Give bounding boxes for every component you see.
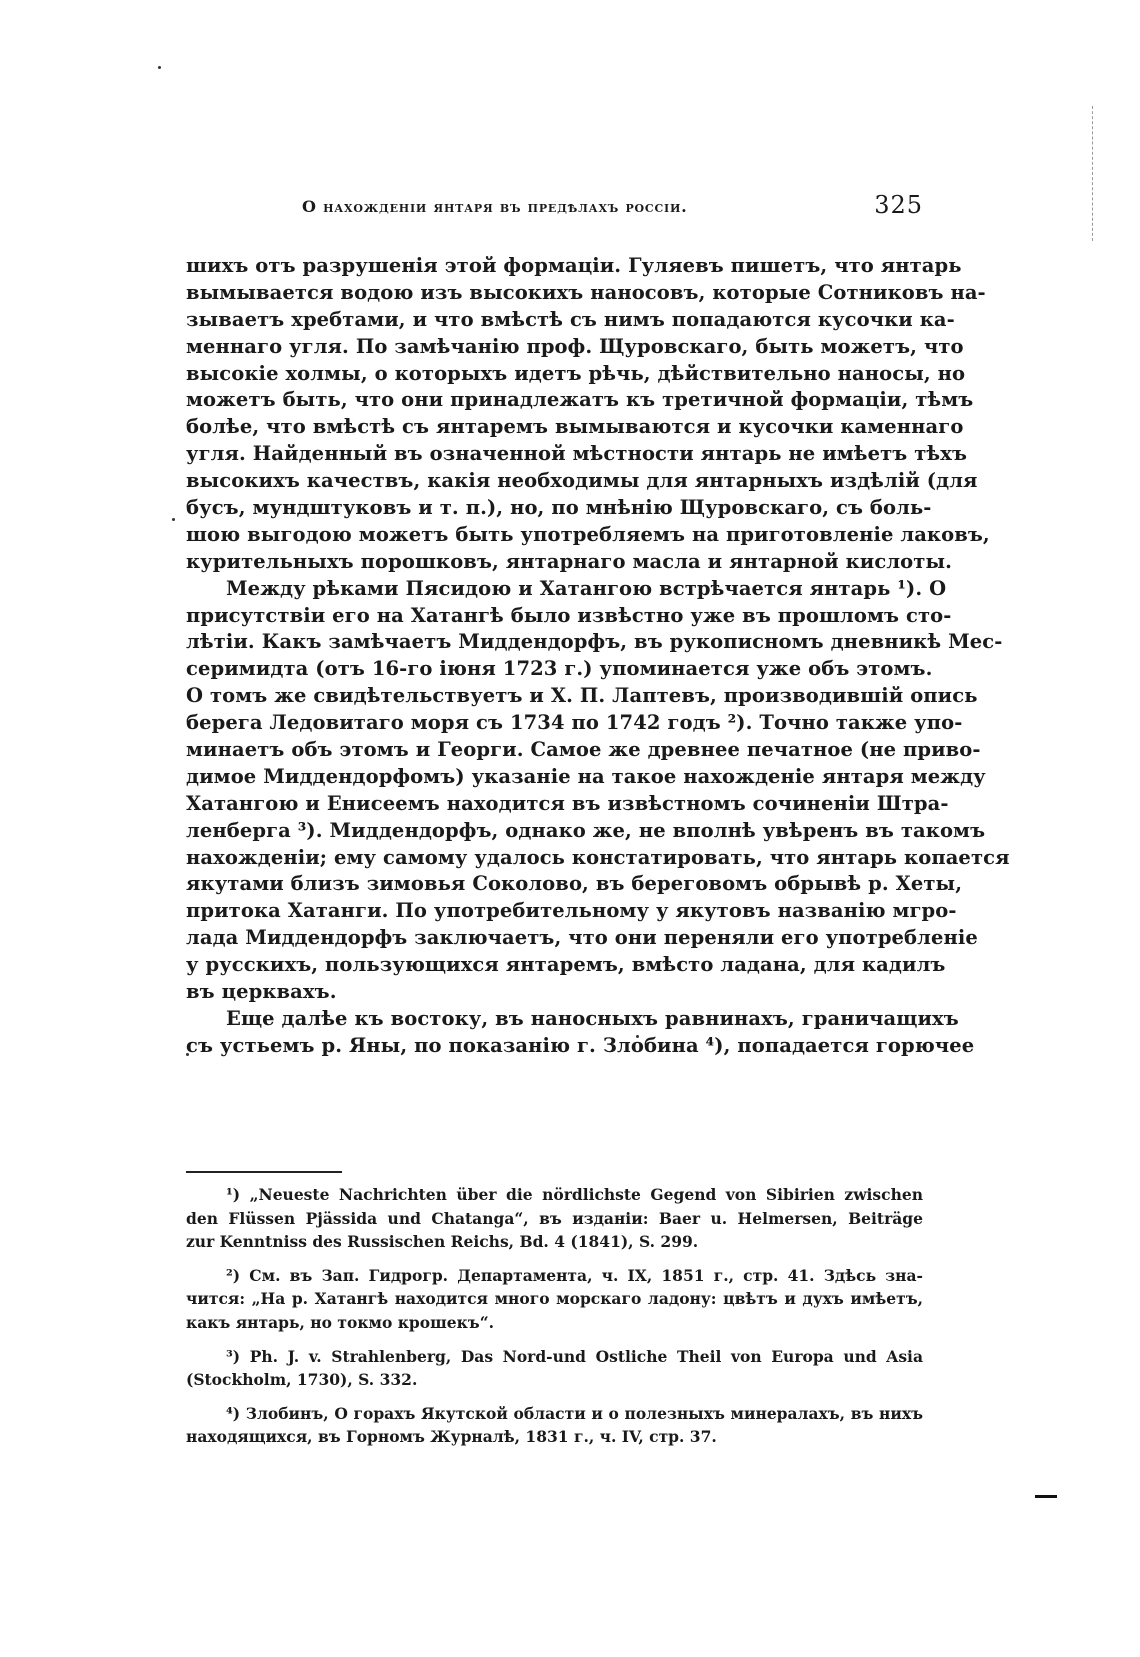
page-number: 325	[874, 191, 923, 219]
text-line: лада Миддендорфъ заключаетъ, что они переняли его употребленіе	[186, 926, 978, 950]
text-line: О томъ же свидѣтельствуетъ и Х. П. Лаптевъ, производившій опись	[186, 684, 978, 708]
page-header	[186, 191, 923, 225]
footnote-line: какъ янтарь, но токмо крошекъ“.	[186, 1312, 495, 1332]
text-line: берега Ледовитаго моря съ 1734 по 1742 годъ ²). Точно также упо-	[186, 711, 963, 735]
scan-speck	[172, 518, 175, 521]
text-line: Между рѣками Пясидою и Хатангою встрѣчается янтарь ¹). О	[226, 576, 947, 600]
text-line: Еще далѣе къ востоку, въ наносныхъ равнинахъ, граничащихъ	[226, 1006, 959, 1030]
text-line: серимидта (отъ 16-го іюня 1723 г.) упоминается уже объ этомъ.	[186, 657, 933, 681]
text-line: угля. Найденный въ означенной мѣстности янтарь не имѣетъ тѣхъ	[186, 442, 968, 466]
footnote-line: (Stockholm, 1730), S. 332.	[186, 1370, 418, 1390]
text-line: нахожденіи; ему самому удалось констатировать, что янтарь копается	[186, 845, 1010, 869]
text-line: болѣе, что вмѣстѣ съ янтаремъ вымываются и кусочки каменнаго	[186, 415, 964, 439]
footnote-line: den Flüssen Pjässida und Chatanga“, въ изданіи: Baer u. Helmersen, Beiträge	[186, 1208, 923, 1228]
text-line: зываетъ хребтами, и что вмѣстѣ съ нимъ попадаются кусочки ка-	[186, 307, 955, 331]
scan-edge-mark	[1092, 106, 1094, 241]
text-line: высокіе холмы, о которыхъ идетъ рѣчь, дѣйствительно наносы, но	[186, 361, 966, 385]
text-line: присутствіи его на Хатангѣ было извѣстно уже въ прошломъ сто-	[186, 603, 952, 627]
text-line: притока Хатанги. По употребительному у якутовъ названію мгро-	[186, 899, 957, 923]
text-line: можетъ быть, что они принадлежатъ къ третичной формаціи, тѣмъ	[186, 388, 974, 412]
footnote-rule	[186, 1171, 342, 1173]
footnote-line: zur Kenntniss des Russischen Reichs, Bd. 4 (1841), S. 299.	[186, 1232, 699, 1252]
text-line: якутами близъ зимовья Соколово, въ береговомъ обрывѣ р. Хеты,	[186, 872, 963, 896]
text-line: вымывается водою изъ высокихъ наносовъ, которые Сотниковъ на-	[186, 280, 986, 304]
text-line: минаетъ объ этомъ и Георги. Самое же древнее печатное (не приво-	[186, 738, 981, 762]
scan-speck	[158, 66, 161, 69]
text-line: Хатангою и Енисеемъ находится въ извѣстномъ сочиненіи Штра-	[186, 791, 949, 815]
footnote-line: ¹) „Neueste Nachrichten über die nördlichste Gegend von Sibirien zwischen	[226, 1185, 923, 1204]
footnote-line: ³) Ph. J. v. Strahlenberg, Das Nord-und Ostliche Theil von Europa und Asia	[226, 1346, 923, 1366]
scan-dash-mark	[1035, 1495, 1057, 1498]
text-line: шихъ отъ разрушенія этой формаціи. Гуляевъ пишетъ, что янтарь	[186, 254, 962, 277]
footnote-line: чится: „На р. Хатангѣ находится много морскаго ладону: цвѣтъ и духъ имѣетъ,	[186, 1289, 923, 1309]
text-line: высокихъ качествъ, какія необходимы для янтарныхъ издѣлій (для	[186, 469, 978, 493]
running-head: О нахожденіи янтаря въ предѣлахъ россіи.	[302, 197, 688, 216]
text-line: курительныхъ порошковъ, янтарнаго масла и янтарной кислоты.	[186, 549, 952, 573]
footnotes	[186, 1183, 923, 1449]
text-line: лѣтіи. Какъ замѣчаетъ Миддендорфъ, въ рукописномъ дневникѣ Мес-	[186, 630, 1003, 654]
text-line: ленберга ³). Миддендорфъ, однако же, не вполнѣ увѣренъ въ такомъ	[186, 818, 986, 842]
text-line: димое Миддендорфомъ) указаніе на такое нахожденіе янтаря между	[186, 764, 986, 788]
footnote-line: ²) См. въ Зап. Гидрогр. Департамента, ч. IX, 1851 г., стр. 41. Здѣсь зна-	[226, 1265, 923, 1285]
text-line: шою выгодою можетъ быть употребляемъ на приготовленіе лаковъ,	[186, 522, 990, 546]
text-line: въ церквахъ.	[186, 980, 337, 1004]
footnote-line: находящихся, въ Горномъ Журналѣ, 1831 г., ч. IV, стр. 37.	[186, 1427, 717, 1447]
text-line: меннаго угля. По замѣчанію проф. Щуровскаго, быть можетъ, что	[186, 334, 964, 358]
text-line: бусъ, мундштуковъ и т. п.), но, по мнѣнію Щуровскаго, съ боль-	[186, 496, 932, 520]
text-line: у русскихъ, пользующихся янтаремъ, вмѣсто ладана, для кадилъ	[186, 953, 946, 977]
text-line: съ устьемъ р. Яны, по показанію г. Злобина ⁴), попадается горючее	[186, 1033, 975, 1057]
body-text	[186, 253, 1010, 1060]
footnote-line: ⁴) Злобинъ, О горахъ Якутской области и о полезныхъ минералахъ, въ нихъ	[226, 1403, 923, 1423]
